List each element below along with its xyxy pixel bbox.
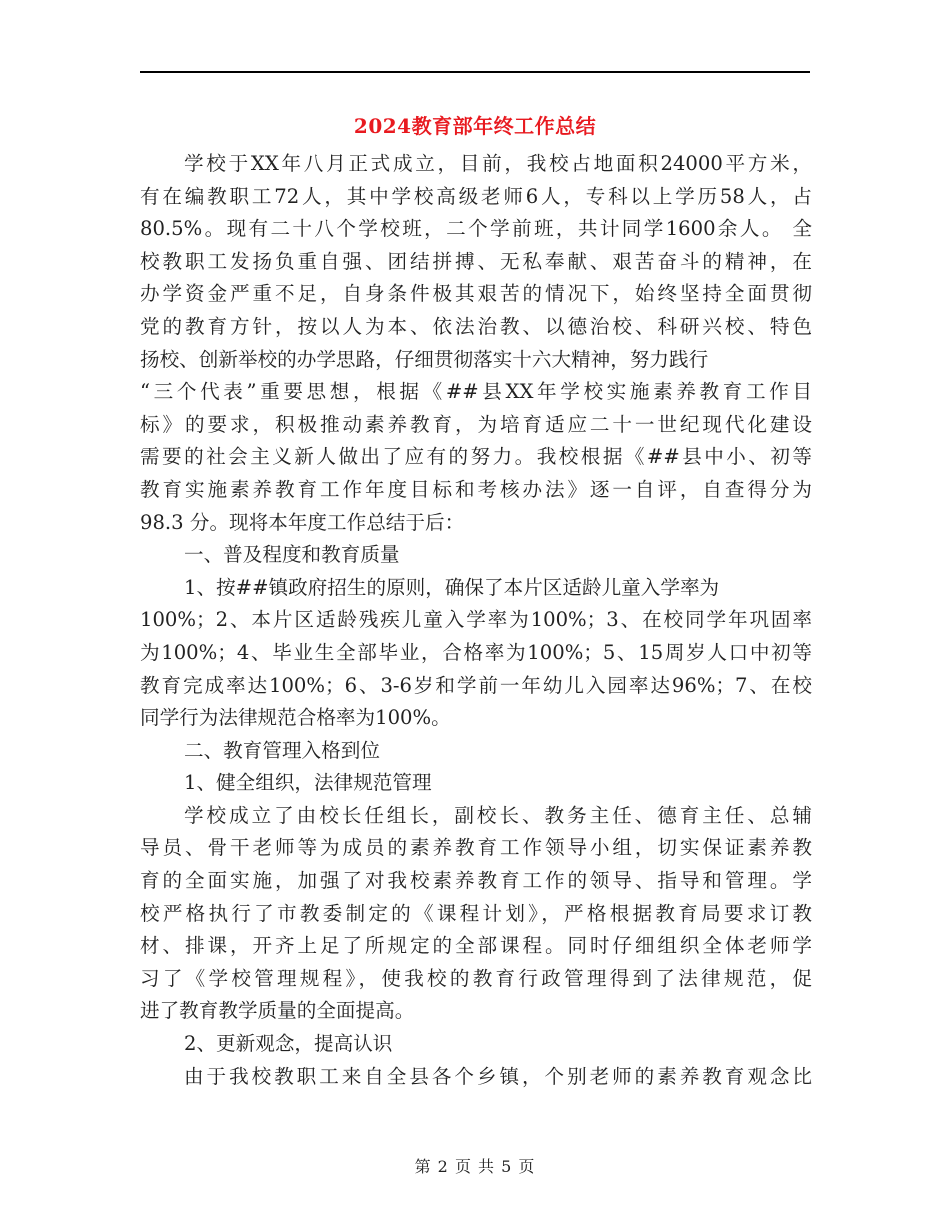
text-line: 校教职工发扬负重自强、团结拼搏、无私奉献、艰苦奋斗的精神，在 [140, 249, 812, 273]
text-line: 导员、骨干老师等为成员的素养教育工作领导小组，切实保证素养教 [140, 836, 812, 860]
text-line: 1、按##镇政府招生的原则，确保了本片区适龄儿童入学率为 [184, 575, 720, 599]
text-line: 一、普及程度和教育质量 [184, 543, 400, 567]
document-body [140, 148, 812, 1093]
text-line: 育的全面实施，加强了对我校素养教育工作的领导、指导和管理。学 [140, 869, 812, 893]
text-line: 2、更新观念，提高认识 [184, 1032, 393, 1056]
text-line: 由于我校教职工来自全县各个乡镇，个别老师的素养教育观念比 [184, 1064, 812, 1088]
text-line: 习了《学校管理规程》，使我校的教育行政管理得到了法律规范，促 [140, 966, 812, 990]
document-title: 2024教育部年终工作总结 [353, 114, 597, 138]
text-line: 进了教育教学质量的全面提高。 [140, 999, 415, 1023]
text-line: 学校成立了由校长任组长，副校长、教务主任、德育主任、总辅 [184, 803, 812, 827]
text-line: 需要的社会主义新人做出了应有的努力。我校根据《##县中小、初等 [140, 445, 812, 469]
text-line: 有在编教职工72人，其中学校高级老师6人，专科以上学历58人，占 [140, 184, 812, 208]
text-line: 校严格执行了市教委制定的《课程计划》，严格根据教育局要求订教 [140, 901, 812, 925]
header-rule [140, 71, 810, 73]
text-line: 教育完成率达100%；6、3-6岁和学前一年幼儿入园率达96%；7、在校 [140, 673, 812, 697]
text-line: 标》的要求，积极推动素养教育，为培育适应二十一世纪现代化建设 [140, 412, 812, 436]
text-line: 扬校、创新举校的办学思路，仔细贯彻落实十六大精神，努力践行 [140, 347, 709, 371]
text-line: 98.3 分。现将本年度工作总结于后： [140, 510, 465, 534]
page-number: 第 2 页 共 5 页 [414, 1157, 536, 1176]
text-line: 学校于XX年八月正式成立，目前，我校占地面积24000平方米， [184, 152, 812, 175]
text-line: 二、教育管理入格到位 [184, 738, 380, 762]
text-line: 党的教育方针，按以人为本、依法治教、以德治校、科研兴校、特色 [140, 314, 812, 338]
text-line: 同学行为法律规范合格率为100%。 [140, 706, 451, 730]
text-line: “三个代表”重要思想，根据《##县XX年学校实施素养教育工作目 [140, 380, 812, 404]
text-line: 材、排课，开齐上足了所规定的全部课程。同时仔细组织全体老师学 [140, 934, 812, 958]
text-line: 办学资金严重不足，自身条件极其艰苦的情况下，始终坚持全面贯彻 [140, 282, 812, 306]
text-line: 1、健全组织，法律规范管理 [184, 771, 432, 795]
text-line: 100%；2、本片区适龄残疾儿童入学率为100%；3、在校同学年巩固率 [140, 608, 812, 632]
text-line: 80.5%。现有二十八个学校班，二个学前班，共计同学1600余人。 全 [140, 217, 812, 241]
text-line: 为100%；4、毕业生全部毕业，合格率为100%；5、15周岁人口中初等 [140, 640, 812, 664]
text-line: 教育实施素养教育工作年度目标和考核办法》逐一自评，自查得分为 [140, 477, 812, 501]
